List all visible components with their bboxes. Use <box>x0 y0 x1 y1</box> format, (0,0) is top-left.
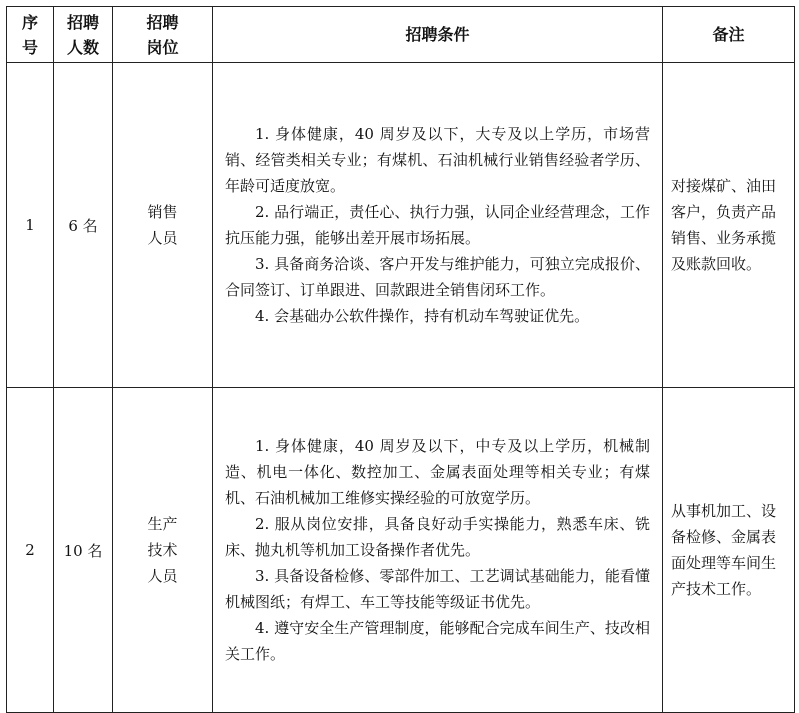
cell-conditions <box>213 63 663 388</box>
header-seq-line: 号 <box>21 37 38 57</box>
cell-count: 6 名 <box>54 63 113 388</box>
position-line: 生产 <box>147 515 178 533</box>
header-seq <box>7 7 54 63</box>
cell-notes: 从事机加工、设备检修、金属表面处理等车间生产技术工作。 <box>663 388 795 713</box>
header-position-line: 岗位 <box>146 37 179 57</box>
cell-seq: 2 <box>7 388 54 713</box>
condition-item: 2. 服从岗位安排，具备良好动手实操能力，熟悉车床、铣床、抛丸机等机加工设备操作者优先。 <box>225 515 650 559</box>
table-header-row <box>7 7 795 63</box>
cell-count: 10 名 <box>54 388 113 713</box>
cell-position <box>113 63 213 388</box>
condition-item: 1. 身体健康，40 周岁及以下，中专及以上学历，机械制造、机电一体化、数控加工、金属表面处理等相关专业；有煤机、石油机械加工维修实操经验的可放宽学历。 <box>225 437 650 507</box>
header-position <box>113 7 213 63</box>
cell-position <box>113 388 213 713</box>
position-line: 人员 <box>147 229 178 247</box>
table-row <box>7 63 795 388</box>
cell-conditions <box>213 388 663 713</box>
position-line: 技术 <box>147 541 178 559</box>
header-position-line: 招聘 <box>146 12 179 32</box>
header-seq-line: 序 <box>21 12 38 32</box>
condition-item: 1. 身体健康，40 周岁及以下，大专及以上学历，市场营销、经管类相关专业；有煤机、石油机械行业销售经验者学历、年龄可适度放宽。 <box>225 125 650 195</box>
header-conditions: 招聘条件 <box>213 7 663 63</box>
condition-item: 3. 具备商务洽谈、客户开发与维护能力，可独立完成报价、合同签订、订单跟进、回款跟进全销售闭环工作。 <box>225 255 650 299</box>
condition-item: 2. 品行端正，责任心、执行力强，认同企业经营理念，工作抗压能力强，能够出差开展市场拓展。 <box>225 203 650 247</box>
header-count-line: 招聘 <box>66 12 99 32</box>
condition-item: 4. 遵守安全生产管理制度，能够配合完成车间生产、技改相关工作。 <box>225 619 650 663</box>
header-count <box>54 7 113 63</box>
recruitment-table <box>6 6 795 713</box>
condition-item: 4. 会基础办公软件操作，持有机动车驾驶证优先。 <box>255 307 590 325</box>
position-line: 人员 <box>147 567 178 585</box>
cell-notes: 对接煤矿、油田客户，负责产品销售、业务承揽及账款回收。 <box>663 63 795 388</box>
position-line: 销售 <box>147 203 178 221</box>
condition-item: 3. 具备设备检修、零部件加工、工艺调试基础能力，能看懂机械图纸；有焊工、车工等技能等级证书优先。 <box>225 567 650 611</box>
header-count-line: 人数 <box>66 37 99 57</box>
header-notes: 备注 <box>663 7 795 63</box>
cell-seq: 1 <box>7 63 54 388</box>
table-row <box>7 388 795 713</box>
